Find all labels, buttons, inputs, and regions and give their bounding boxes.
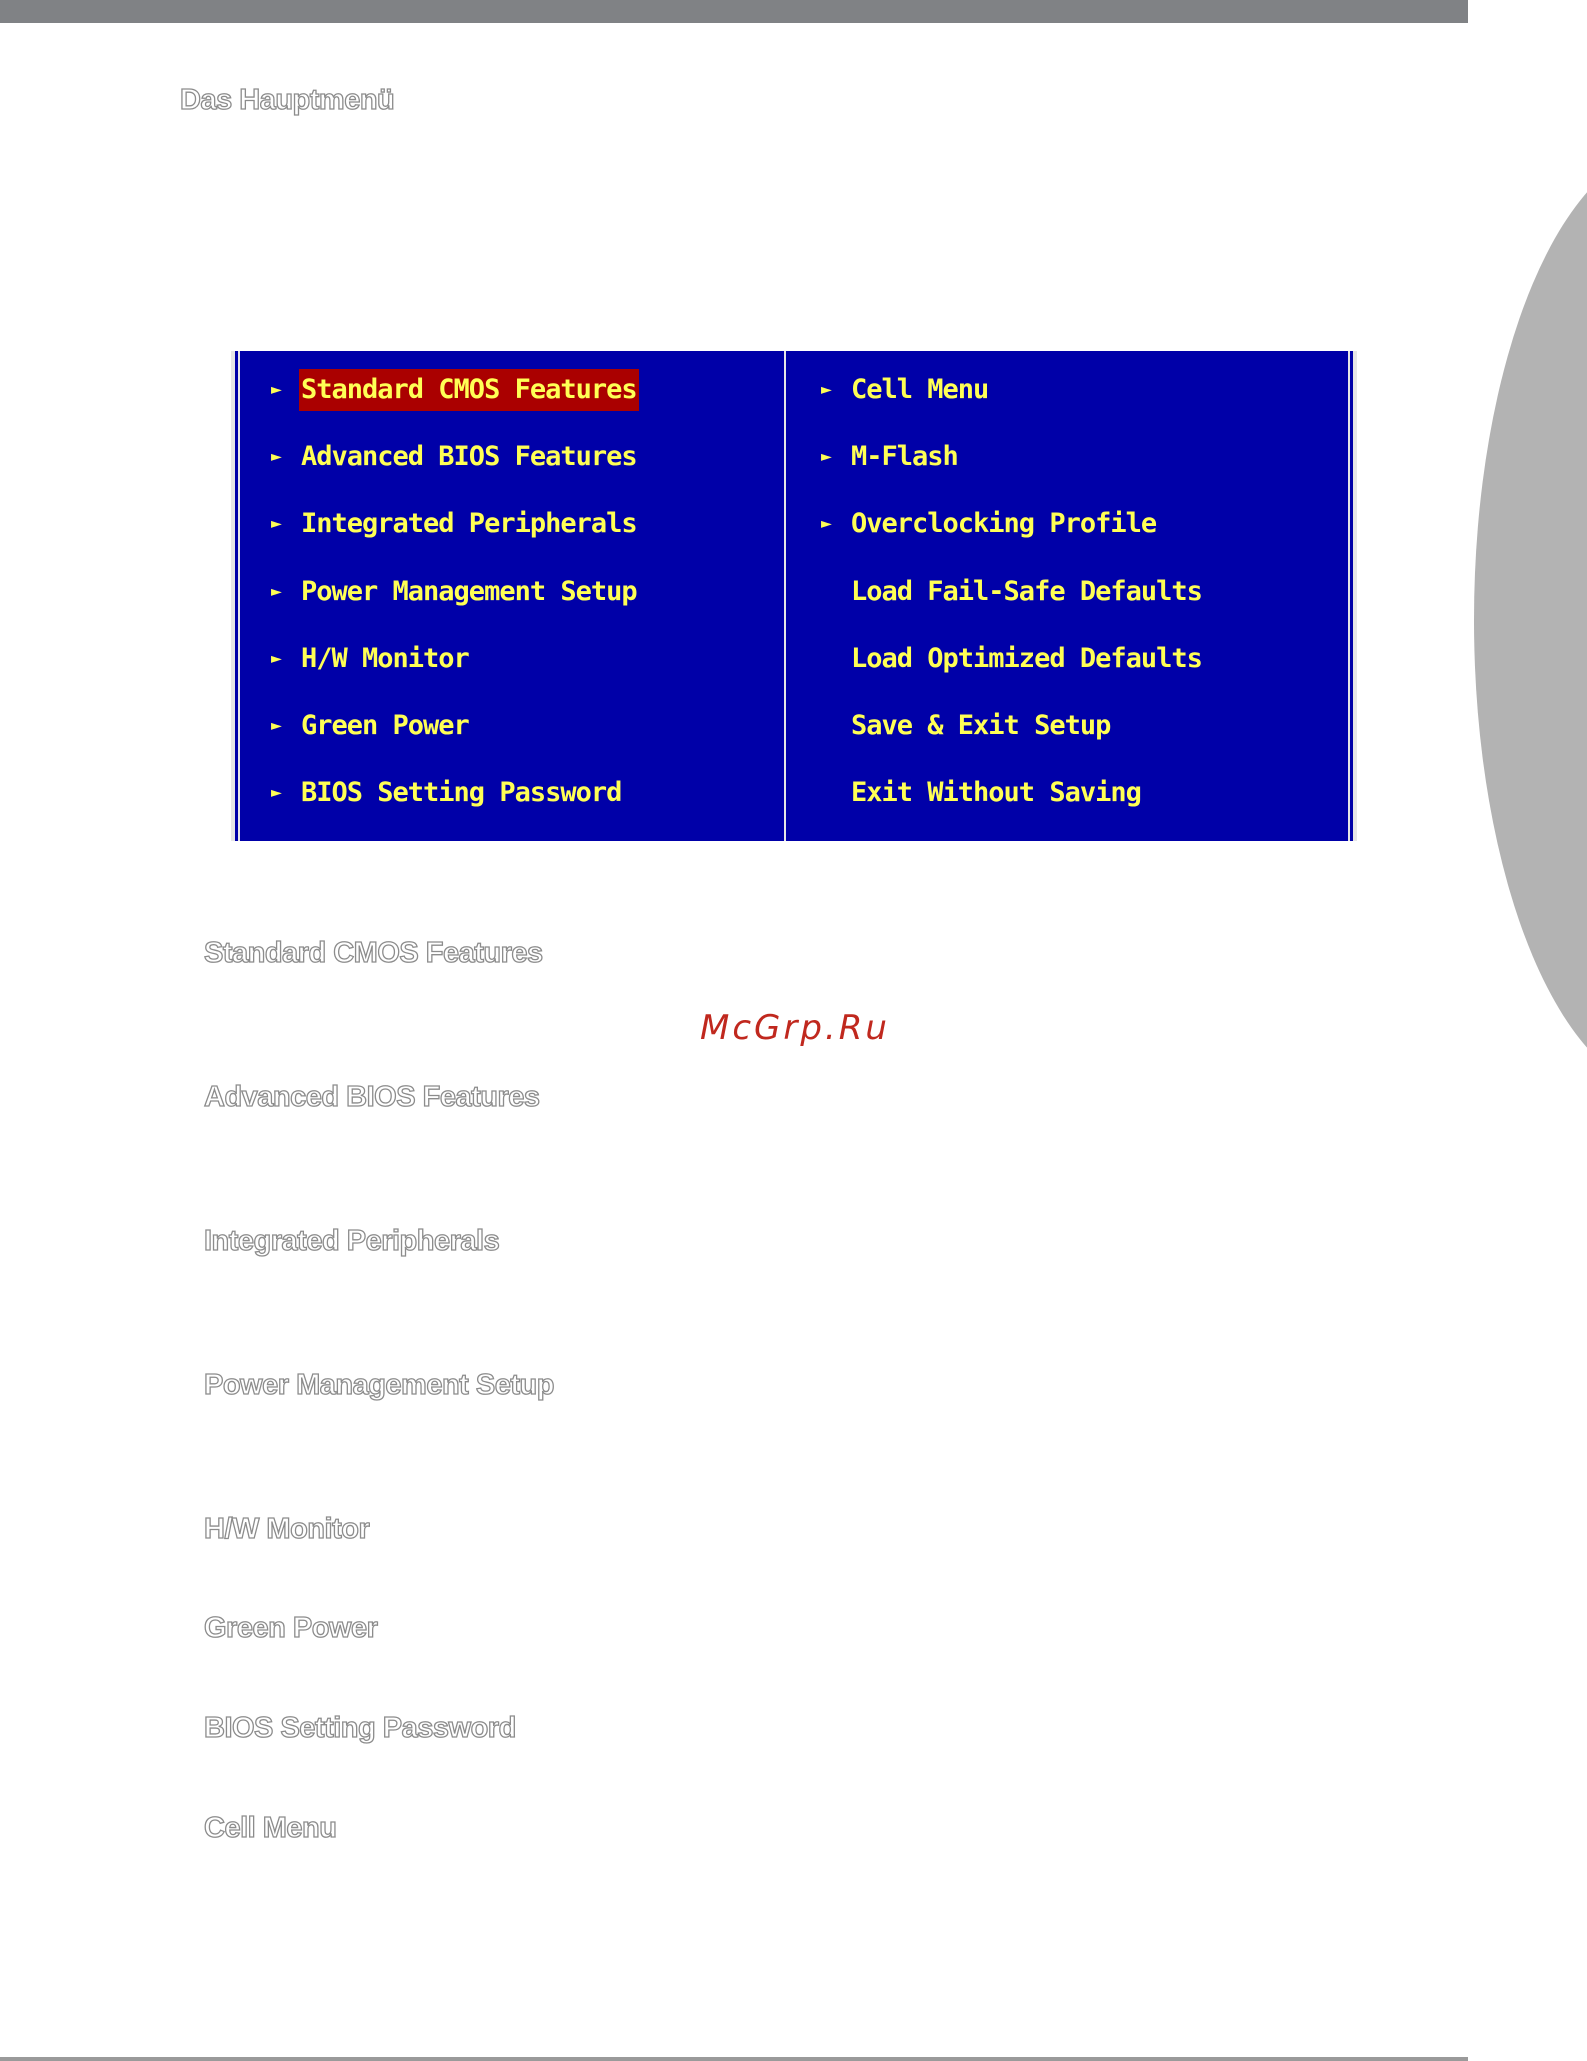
bios-menu-item-label: Power Management Setup	[301, 575, 637, 607]
bios-menu-item-load-optimized[interactable]	[821, 638, 1204, 705]
submenu-arrow-icon: ►	[821, 446, 831, 468]
bios-frame-line	[1353, 351, 1357, 841]
section-heading-green-power: Green Power	[204, 1612, 378, 1644]
bios-menu-item-advanced-bios[interactable]	[271, 436, 639, 503]
submenu-arrow-icon: ►	[821, 379, 831, 400]
bios-menu-item-label: Standard CMOS Features	[299, 369, 639, 411]
bios-menu-item-cell-menu[interactable]	[821, 369, 1204, 436]
section-heading-hw-monitor: H/W Monitor	[204, 1513, 370, 1545]
bios-menu-item-label: Load Optimized Defaults	[851, 642, 1202, 674]
bios-main-menu-screenshot	[231, 351, 1357, 841]
bios-frame-line	[231, 351, 235, 841]
submenu-arrow-icon: ►	[271, 782, 281, 804]
bios-menu-item-label: H/W Monitor	[301, 642, 469, 674]
bios-menu-item-label: Advanced BIOS Features	[301, 441, 637, 473]
bios-menu-item-green-power[interactable]	[271, 705, 639, 772]
top-header-bar	[0, 0, 1468, 23]
section-heading-bios-password: BIOS Setting Password	[204, 1712, 516, 1744]
section-heading-advanced-bios: Advanced BIOS Features	[204, 1081, 540, 1113]
bios-menu-item-label: Load Fail-Safe Defaults	[851, 575, 1202, 607]
bios-menu-item-save-exit[interactable]	[821, 705, 1204, 772]
bios-menu-item-exit-without-saving[interactable]	[821, 772, 1204, 839]
bios-menu-right-column	[821, 369, 1204, 839]
bios-menu-left-column	[271, 369, 639, 839]
bios-menu-item-integrated-peripherals[interactable]	[271, 503, 639, 570]
watermark: McGrp.Ru	[700, 1008, 890, 1048]
section-heading-integrated-peripherals: Integrated Peripherals	[204, 1225, 500, 1257]
section-heading-cell-menu: Cell Menu	[204, 1812, 337, 1844]
bios-menu-item-overclocking-profile[interactable]	[821, 503, 1204, 570]
bios-column-divider	[784, 351, 786, 841]
submenu-arrow-icon: ►	[271, 513, 281, 535]
bios-menu-item-label: Cell Menu	[851, 374, 989, 405]
submenu-arrow-icon: ►	[271, 647, 281, 669]
bios-menu-item-label: BIOS Setting Password	[301, 777, 622, 809]
bios-menu-item-label: Save & Exit Setup	[851, 709, 1111, 741]
submenu-arrow-icon: ►	[271, 714, 281, 736]
bios-menu-item-load-fail-safe[interactable]	[821, 571, 1204, 638]
submenu-arrow-icon: ►	[271, 379, 281, 400]
bios-menu-item-m-flash[interactable]	[821, 436, 1204, 503]
section-heading-standard-cmos: Standard CMOS Features	[204, 937, 543, 969]
bios-menu-item-hw-monitor[interactable]	[271, 638, 639, 705]
bios-frame-line	[238, 351, 240, 841]
bios-menu-item-label: Green Power	[301, 709, 469, 741]
bios-menu-item-label: Overclocking Profile	[851, 508, 1157, 540]
submenu-arrow-icon: ►	[271, 446, 281, 468]
bios-menu-item-bios-password[interactable]	[271, 772, 639, 839]
submenu-arrow-icon: ►	[271, 580, 281, 602]
bios-frame-line	[1348, 351, 1350, 841]
section-heading-power-management: Power Management Setup	[204, 1369, 554, 1401]
bios-menu-item-power-management[interactable]	[271, 571, 639, 638]
bios-menu-item-label: Exit Without Saving	[851, 777, 1141, 809]
bios-menu-item-label: M-Flash	[851, 441, 958, 473]
bios-menu-item-label: Integrated Peripherals	[301, 508, 637, 540]
bottom-rule	[0, 2057, 1468, 2061]
submenu-arrow-icon: ►	[821, 513, 831, 535]
side-thumb-tab	[1474, 145, 1587, 1095]
page-title: Das Hauptmenü	[180, 84, 395, 116]
bios-menu-item-standard-cmos[interactable]	[271, 369, 639, 436]
